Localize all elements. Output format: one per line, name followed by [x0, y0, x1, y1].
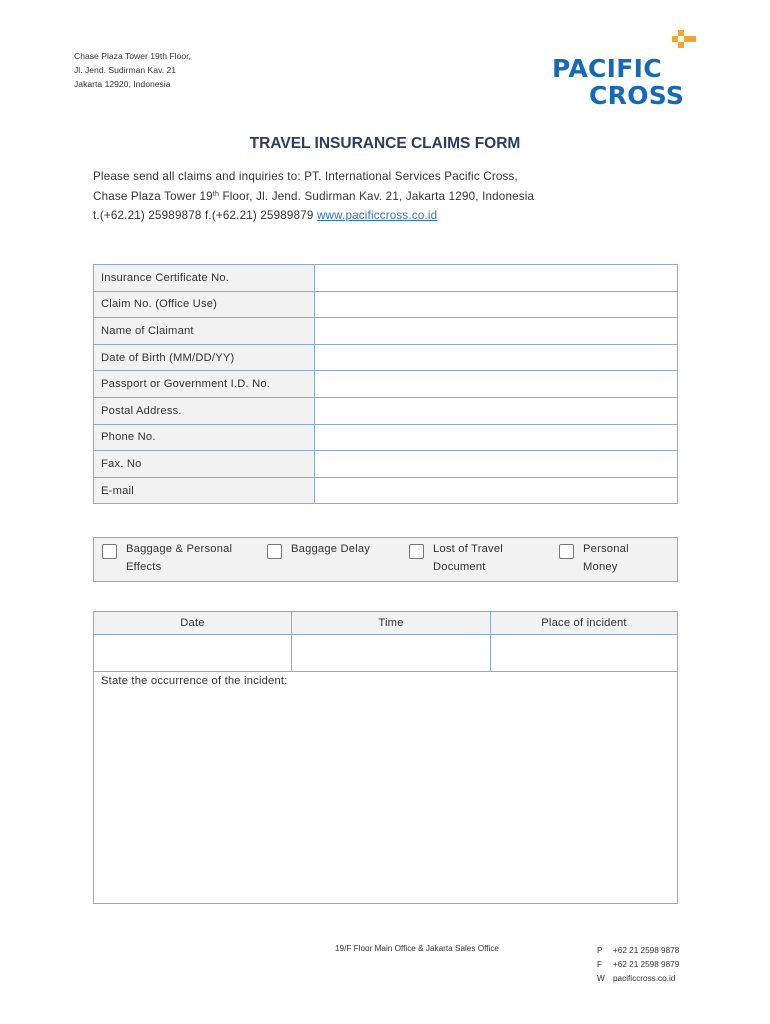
- address-line-3: Jakarta 12920, Indonesia: [74, 79, 171, 89]
- category-label: Baggage & Personal: [126, 543, 233, 555]
- incident-date-input[interactable]: [94, 635, 292, 672]
- website-link[interactable]: www.pacificcross.co.id: [316, 209, 438, 222]
- cross-logo-icon: [670, 30, 700, 52]
- footer-office: 19/F Floor Main Office & Jakarta Sales Office: [335, 944, 499, 953]
- category-label: Personal: [583, 543, 629, 555]
- table-row: [94, 318, 678, 345]
- table-row: [94, 424, 678, 451]
- checkbox-baggage-delay[interactable]: [267, 544, 282, 559]
- footer-web: W pacificcross.co.id: [597, 974, 676, 983]
- field-label: Passport or Government I.D. No.: [94, 371, 315, 398]
- table-row: [94, 451, 678, 478]
- category-label: Document: [433, 561, 486, 573]
- column-header-time: Time: [292, 612, 491, 635]
- address-line-1: Chase Plaza Tower 19th Floor,: [74, 51, 191, 61]
- incident-table: [93, 611, 678, 904]
- company-address: [74, 49, 191, 91]
- address-line-2: Jl. Jend. Sudirman Kav. 21: [74, 65, 177, 75]
- table-row: [94, 477, 678, 504]
- field-label: Claim No. (Office Use): [94, 291, 315, 318]
- incident-time-input[interactable]: [292, 635, 491, 672]
- email-input[interactable]: [315, 477, 678, 504]
- table-row: [94, 371, 678, 398]
- column-header-date: Date: [94, 612, 292, 635]
- footer-fax: F +62 21 2598 9879: [597, 960, 680, 969]
- claim-category-box: [93, 537, 678, 582]
- certificate-no-input[interactable]: [315, 265, 678, 292]
- field-label: Fax. No: [94, 451, 315, 478]
- table-row: [94, 635, 678, 672]
- field-label: Date of Birth (MM/DD/YY): [94, 344, 315, 371]
- claim-no-input[interactable]: [315, 291, 678, 318]
- category-label: Lost of Travel: [433, 543, 503, 555]
- checkbox-baggage-personal-effects[interactable]: [102, 544, 117, 559]
- claimant-info-table: [93, 264, 678, 504]
- field-label: Name of Claimant: [94, 318, 315, 345]
- footer-phone: P +62 21 2598 9878: [597, 946, 680, 955]
- intro-line-2: Chase Plaza Tower 19th Floor, Jl. Jend. Sudirman Kav. 21, Jakarta 1290, Indonesia: [93, 189, 535, 203]
- intro-line-3: t.(+62.21) 25989878 f.(+62.21) 25989879 www.pacificcross.co.id: [93, 209, 438, 222]
- category-label: Money: [583, 561, 618, 573]
- field-label: Insurance Certificate No.: [94, 265, 315, 292]
- incident-description-field[interactable]: [94, 672, 678, 904]
- table-row: [94, 291, 678, 318]
- category-label: Effects: [126, 561, 162, 573]
- table-row: [94, 344, 678, 371]
- intro-text: [93, 167, 534, 226]
- pacific-cross-logo: [548, 30, 708, 110]
- footer-contact: [597, 944, 679, 986]
- table-header-row: [94, 612, 678, 635]
- category-label: Baggage Delay: [291, 543, 371, 555]
- date-of-birth-input[interactable]: [315, 344, 678, 371]
- table-row: [94, 397, 678, 424]
- form-title: TRAVEL INSURANCE CLAIMS FORM: [249, 135, 521, 152]
- field-label: Phone No.: [94, 424, 315, 451]
- intro-line-1: Please send all claims and inquiries to: PT. International Services Pacific Cross,: [93, 170, 518, 183]
- logo-text-pacific: PACIFIC: [552, 54, 662, 83]
- incident-description-label: State the occurrence of the incident:: [101, 675, 288, 687]
- table-row: [94, 265, 678, 292]
- phone-input[interactable]: [315, 424, 678, 451]
- claimant-name-input[interactable]: [315, 318, 678, 345]
- checkbox-personal-money[interactable]: [559, 544, 574, 559]
- column-header-place: Place of incident: [491, 612, 678, 635]
- fax-input[interactable]: [315, 451, 678, 478]
- table-row: [94, 672, 678, 904]
- passport-id-input[interactable]: [315, 371, 678, 398]
- checkbox-lost-travel-document[interactable]: [409, 544, 424, 559]
- logo-text-cross: CROSS: [589, 81, 685, 110]
- incident-place-input[interactable]: [491, 635, 678, 672]
- field-label: Postal Address.: [94, 397, 315, 424]
- postal-address-input[interactable]: [315, 397, 678, 424]
- field-label: E-mail: [94, 477, 315, 504]
